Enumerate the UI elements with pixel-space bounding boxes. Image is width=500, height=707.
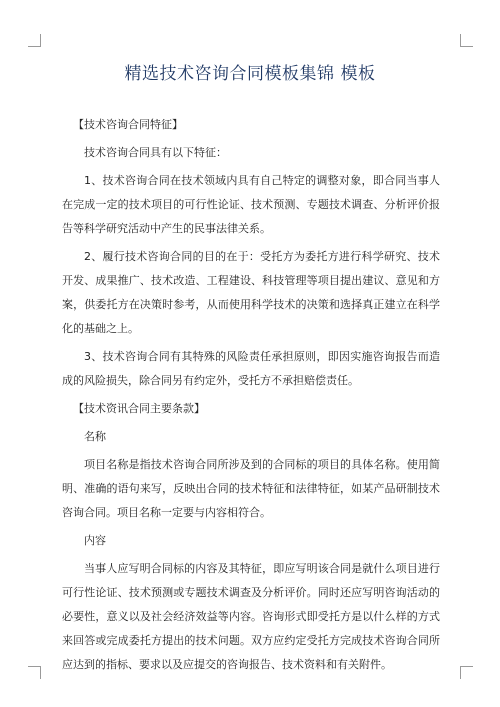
clause-name-label: 名称 <box>84 430 106 443</box>
document-title: 精选技术咨询合同模板集锦 模板 <box>124 64 376 84</box>
crop-mark-bottom-left <box>28 666 41 679</box>
clause-content-label: 内容 <box>84 534 106 547</box>
clause-name-text: 项目名称是指技术咨询合同所涉及到的合同标的项目的具体名称。使用简明、准确的语句来写，反映出合同的技术特征和法律特征，如某产品研制技术咨询合同。项目名称一定要与内容相符合。 <box>62 458 440 519</box>
section-heading-clauses: 【技术资讯合同主要条款】 <box>73 402 205 415</box>
crop-mark-top-left <box>28 34 41 47</box>
crop-mark-top-right <box>460 34 473 47</box>
document-body <box>62 113 440 681</box>
section-heading-features: 【技术咨询合同特征】 <box>73 118 183 131</box>
clause-content-text: 当事人应写明合同标的内容及其特征，即应写明该合同是就什么项目进行可行性论证、技术预测或专题技术调查及分析评价。同时还应写明咨询活动的必要性，意义以及社会经济效益等内容。咨询形式即受托方是以什么样的方式来回答或完成委托方提出的技术问题。双方应约定受托方完成技术咨询合同所应达到的指标、要求以及应提交的咨询报告、技术资料和有关附件。 <box>62 562 440 671</box>
features-intro: 技术咨询合同具有以下特征： <box>84 146 227 159</box>
feature-item-2: 2、履行技术咨询合同的目的在于：受托方为委托方进行科学研究、技术开发、成果推广、技术改造、工程建设、科技管理等项目提出建议、意见和方案，供委托方在决策时参考，从而使用科学技术的决策和选择真正建立在科学化的基础之上。 <box>62 250 440 335</box>
crop-mark-bottom-right <box>460 666 473 679</box>
feature-item-1: 1、技术咨询合同在技术领域内具有自己特定的调整对象，即合同当事人在完成一定的技术项目的可行性论证、技术预测、专题技术调查、分析评价报告等科学研究活动中产生的民事法律关系。 <box>62 174 440 235</box>
feature-item-3: 3、技术咨询合同有其特殊的风险责任承担原则，即因实施咨询报告而造成的风险损失，除合同另有约定外，受托方不承担赔偿责任。 <box>62 350 440 387</box>
